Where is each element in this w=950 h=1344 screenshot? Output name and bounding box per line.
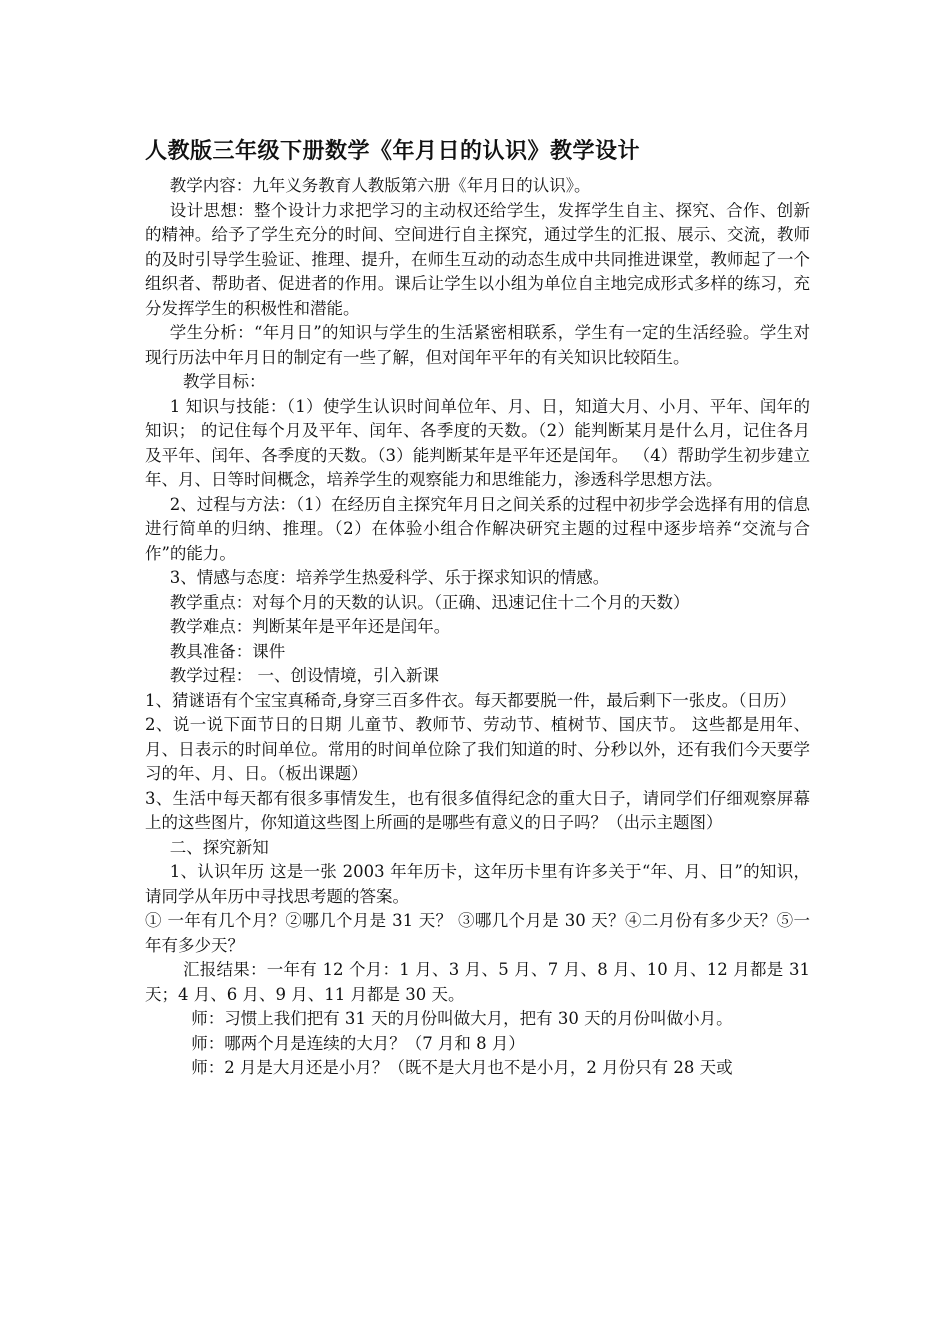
paragraph-teacher-february: 师：2 月是大月还是小月？（既不是大月也不是小月，2 月份只有 28 天或 <box>191 1058 733 1077</box>
paragraph-teaching-goals-heading: 教学目标： <box>182 372 266 391</box>
paragraph-goal-process: 2、过程与方法：（1）在经历自主探究年月日之间关系的过程中初步学会选择有用的信息进行简单的归纳、推理。（2）在体验小组合作解决研究主题的过程中逐步培养“交流与合作”的能力。 <box>145 494 810 563</box>
paragraph-design-idea: 设计思想：整个设计力求把学习的主动权还给学生，发挥学生自主、探究、合作、创新的精神。给予了学生充分的时间、空间进行自主探究，通过学生的汇报、展示、交流，教师的及时引导学生验证、推理、提升，在师生互动的动态生成中共同推进课堂，教师起了一个组织者、帮助者、促进者的作用。课后让学生以小组为单位自主地完成形式多样的练习，充分发挥学生的积极性和潜能。 <box>145 200 810 318</box>
document-page <box>145 136 810 1081</box>
paragraph-memorable-days: 3、生活中每天都有很多事情发生，也有很多值得纪念的重大日子，请同学们仔细观察屏幕上的这些图片，你知道这些图上所画的是哪些有意义的日子吗？（出示主题图） <box>145 788 810 832</box>
paragraph-teacher-big-small-month: 师：习惯上我们把有 31 天的月份叫做大月，把有 30 天的月份叫做小月。 <box>191 1009 733 1028</box>
paragraph-report-results: 汇报结果：一年有 12 个月：1 月、3 月、5 月、7 月、8 月、10 月、12 月都是 31 天；4 月、6 月、9 月、11 月都是 30 天。 <box>145 960 810 1004</box>
paragraph-teaching-process: 教学过程： 一、创设情境，引入新课 <box>169 666 439 685</box>
paragraph-teaching-focus: 教学重点：对每个月的天数的认识。（正确、迅速记住十二个月的天数） <box>169 592 690 612</box>
paragraph-questions: ① 一年有几个月？②哪几个月是 31 天？ ③哪几个月是 30 天？④二月份有多少天？⑤一年有多少天？ <box>145 911 810 955</box>
paragraph-calendar: 1、认识年历 这是一张 2003 年年历卡，这年历卡里有许多关于“年、月、日”的知识，请同学从年历中寻找思考题的答案。 <box>145 862 810 906</box>
document-title: 人教版三年级下册数学《年月日的认识》教学设计 <box>145 139 641 164</box>
paragraph-student-analysis: 学生分析：“年月日”的知识与学生的生活紧密相联系，学生有一定的生活经验。学生对现行历法中年月日的制定有一些了解，但对闰年平年的有关知识比较陌生。 <box>145 323 810 367</box>
paragraph-teaching-aids: 教具准备：课件 <box>169 641 286 661</box>
paragraph-explore-heading: 二、探究新知 <box>169 837 269 857</box>
paragraph-goal-knowledge: 1 知识与技能：（1）使学生认识时间单位年、月、日，知道大月、小月、平年、闰年的知识； 的记住每个月及平年、闰年、各季度的天数。（2）能判断某月是什么月，记住各月及平年、闰年、各季度的天数。（3）能判断某年是平年还是闰年。 （4）帮助学生初步建立年、月、日等时间概念，培养学生的观察能力和思维能力，渗透科学思想方法。 <box>145 396 810 489</box>
paragraph-teaching-content: 教学内容：九年义务教育人教版第六册《年月日的认识》。 <box>169 176 591 195</box>
paragraph-teacher-consecutive: 师：哪两个月是连续的大月？（7 月和 8 月） <box>191 1033 525 1053</box>
paragraph-teaching-difficulty: 教学难点：判断某年是平年还是闰年。 <box>169 617 451 636</box>
paragraph-goal-emotion: 3、情感与态度：培养学生热爱科学、乐于探求知识的情感。 <box>169 568 610 587</box>
paragraph-riddle: 1、猜谜语有个宝宝真稀奇,身穿三百多件衣。每天都要脱一件，最后剩下一张皮。（日历） <box>145 690 796 710</box>
paragraph-holidays: 2、说一说下面节日的日期 儿童节、教师节、劳动节、植树节、国庆节。 这些都是用年、月、日表示的时间单位。常用的时间单位除了我们知道的时、分秒以外，还有我们今天要学习的年、月、日。（板出课题） <box>145 715 810 783</box>
